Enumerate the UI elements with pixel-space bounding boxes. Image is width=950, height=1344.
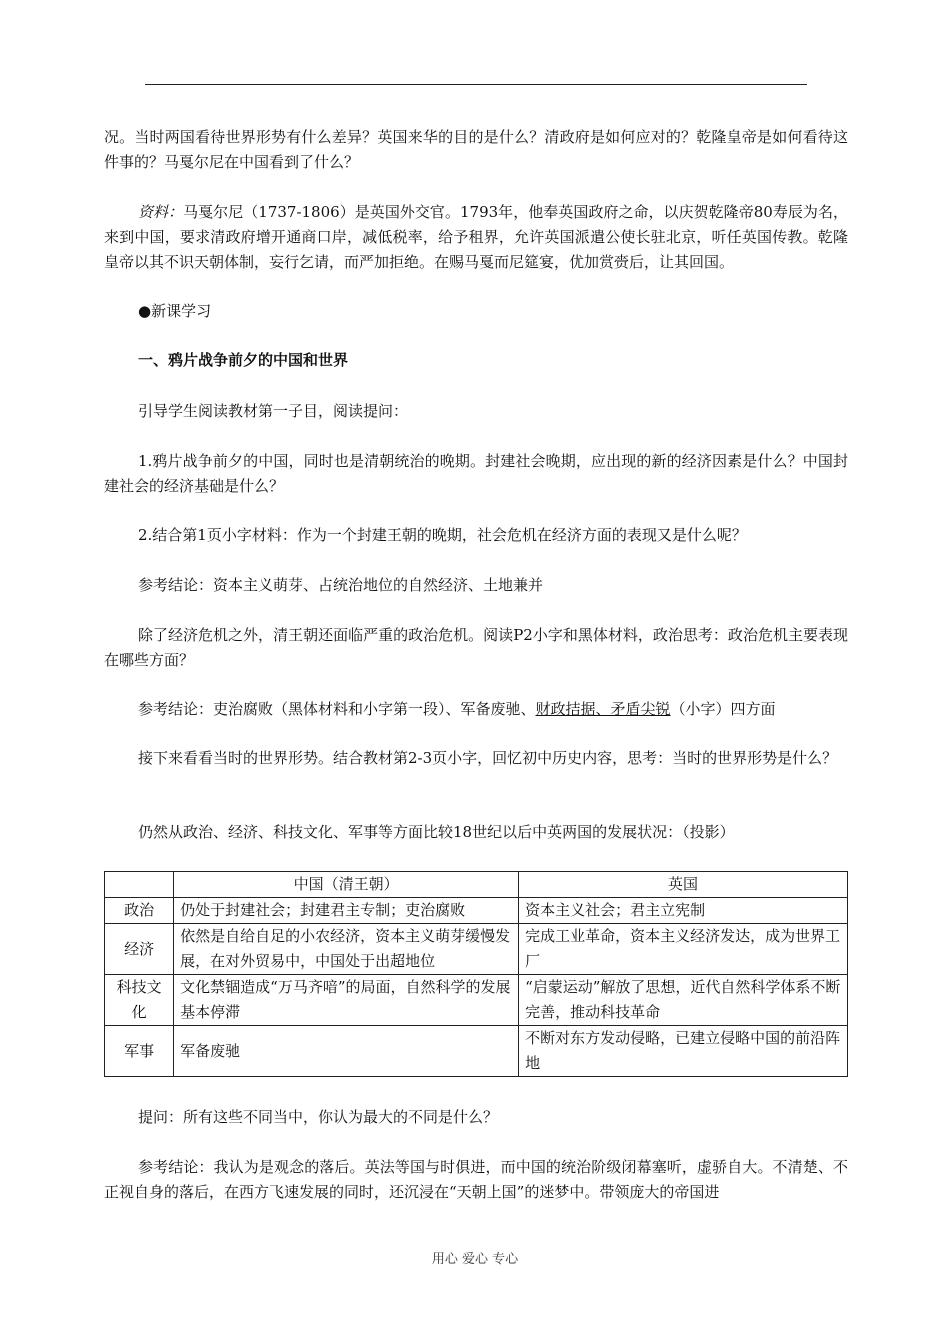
table-header-cell: 中国（清王朝） [174, 872, 519, 898]
table-cell-aspect: 政治 [105, 898, 174, 924]
paragraph-world-situation: 接下来看看当时的世界形势。结合教材第2-3页小字，回忆初中历史内容，思考：当时的世界形势是什么？ [138, 749, 838, 767]
section-new-lesson: ●新课学习 [138, 302, 212, 320]
table-row [105, 975, 848, 1026]
section-heading-1: 一、鸦片战争前夕的中国和世界 [138, 351, 349, 369]
table-header-cell [105, 872, 174, 898]
source-label: 资料： [138, 203, 184, 221]
table-cell-china: 军备废驰 [174, 1026, 519, 1077]
table-cell-aspect: 经济 [105, 924, 174, 975]
header-rule [145, 84, 807, 85]
table-cell-china: 依然是自给自足的小农经济，资本主义萌芽缓慢发展，在对外贸易中，中国处于出超地位 [174, 924, 519, 975]
question-2: 2.结合第1页小字材料：作为一个封建王朝的晚期，社会危机在经济方面的表现又是什么呢？ [138, 526, 747, 544]
table-cell-aspect: 军事 [105, 1026, 174, 1077]
table-header-cell: 英国 [519, 872, 848, 898]
paragraph-guide: 引导学生阅读教材第一子目，阅读提问： [138, 402, 409, 420]
page-footer: 用心 爱心 专心 [431, 1252, 519, 1267]
table-cell-britain: 资本主义社会；君主立宪制 [519, 898, 848, 924]
reference-conclusion-2 [104, 697, 848, 722]
table-cell-china: 仍处于封建社会；封建君主专制；吏治腐败 [174, 898, 519, 924]
question-1: 1.鸦片战争前夕的中国，同时也是清朝统治的晚期。封建社会晚期，应出现的新的经济因素是什么？中国封建社会的经济基础是什么？ [104, 452, 848, 495]
table-row [105, 924, 848, 975]
comparison-table [104, 871, 848, 1077]
source-body: 马戛尔尼（1737-1806）是英国外交官。1793年，他奉英国政府之命，以庆贺乾隆帝80寿辰为名，来到中国，要求清政府增开通商口岸，减低税率，给予租界，允许英国派遣公使长驻北京，听任英国传教。乾隆皇帝以其不识天朝体制，妄行乞请，而严加拒绝。在赐马戛而尼筵宴，优加赏赍后，让其回国。 [104, 203, 848, 271]
table-cell-britain: “启蒙运动”解放了思想，近代自然科学体系不断完善，推动科技革命 [519, 975, 848, 1026]
reference-conclusion-3: 参考结论：我认为是观念的落后。英法等国与时俱进，而中国的统治阶级闭幕塞听，虚骄自大。不清楚、不正视自身的落后，在西方飞速发展的同时，还沉浸在“天朝上国”的迷梦中。带领庞大的帝国进 [104, 1158, 848, 1201]
conclusion-text-a: 参考结论：吏治腐败（黑体材料和小字第一段）、军备废驰、 [138, 700, 536, 718]
table-cell-aspect: 科技文化 [105, 975, 174, 1026]
paragraph-comparison-intro: 仍然从政治、经济、科技文化、军事等方面比较18世纪以后中英两国的发展状况：（投影） [138, 823, 735, 841]
paragraph-political-crisis: 除了经济危机之外，清王朝还面临严重的政治危机。阅读P2小字和黑体材料，政治思考：政治危机主要表现在哪些方面？ [104, 626, 848, 669]
table-cell-china: 文化禁锢造成“万马齐喑”的局面，自然科学的发展基本停滞 [174, 975, 519, 1026]
paragraph-source-material [104, 200, 848, 275]
paragraph-questions: 况。当时两国看待世界形势有什么差异？英国来华的目的是什么？清政府是如何应对的？乾隆皇帝是如何看待这件事的？马戛尔尼在中国看到了什么？ [104, 128, 848, 171]
table-row [105, 1026, 848, 1077]
conclusion-text-b: （小字）四方面 [670, 700, 776, 718]
table-header-row [105, 872, 848, 898]
question-biggest-difference: 提问：所有这些不同当中，你认为最大的不同是什么？ [138, 1108, 499, 1126]
table-cell-britain: 完成工业革命，资本主义经济发达，成为世界工厂 [519, 924, 848, 975]
table-cell-britain: 不断对东方发动侵略，已建立侵略中国的前沿阵地 [519, 1026, 848, 1077]
table-row [105, 898, 848, 924]
reference-conclusion-1: 参考结论：资本主义萌芽、占统治地位的自然经济、土地兼并 [138, 576, 544, 594]
conclusion-underlined: 财政拮据、矛盾尖锐 [535, 700, 671, 718]
